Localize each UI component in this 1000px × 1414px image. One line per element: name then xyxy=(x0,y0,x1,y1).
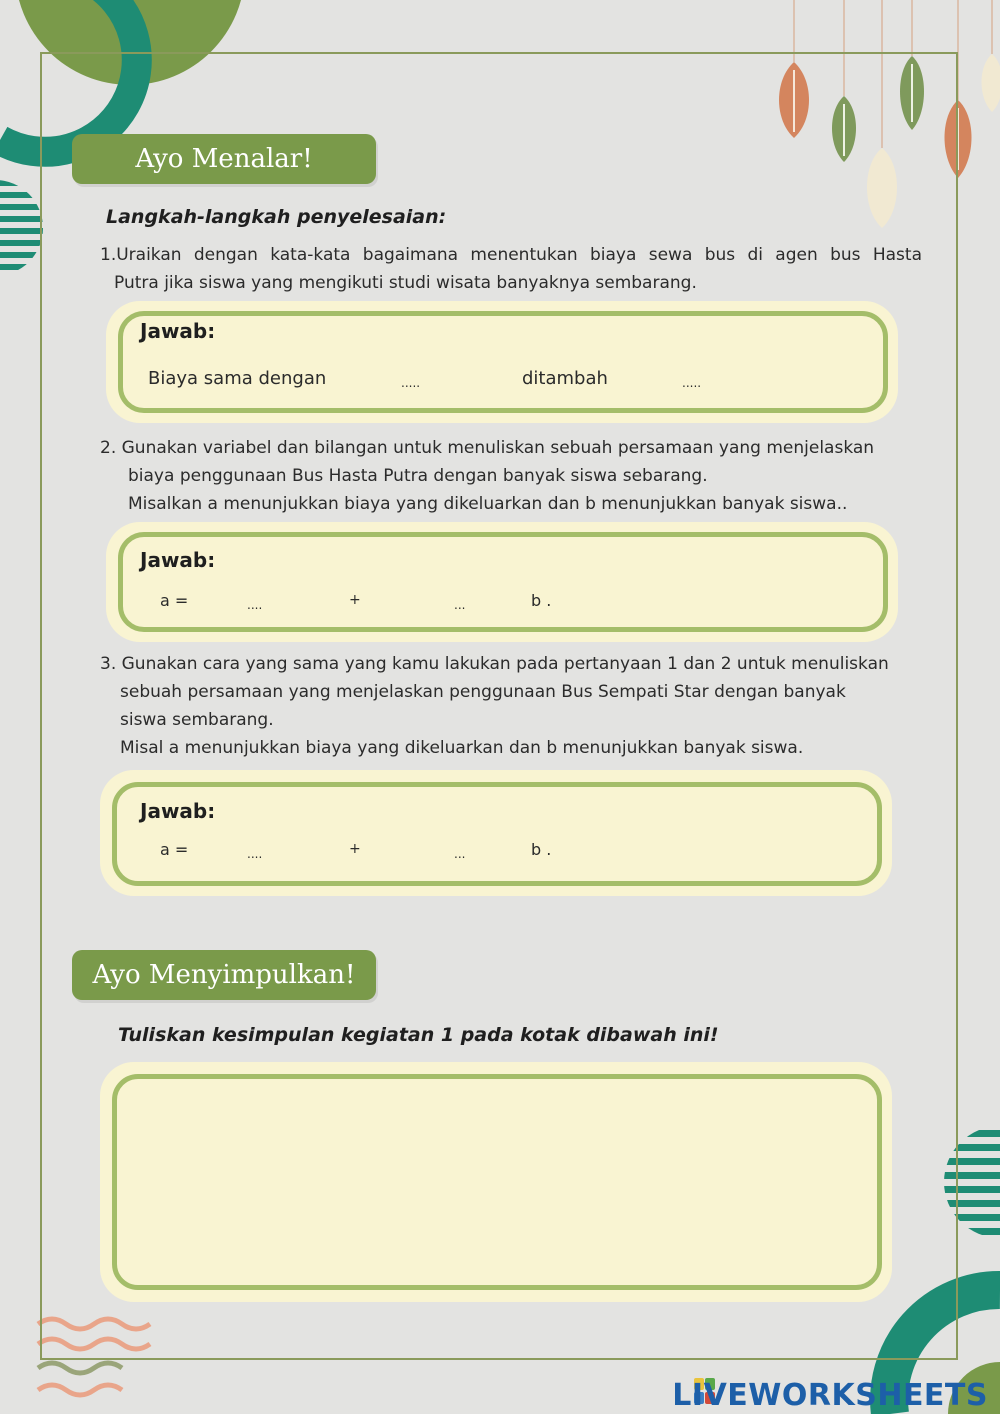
answer-box-1-inner[interactable] xyxy=(118,311,888,413)
answer-box-2-inner[interactable] xyxy=(118,532,888,632)
question-2-line-1: 2. Gunakan variabel dan bilangan untuk menuliskan sebuah persamaan yang menjelaskan xyxy=(100,438,875,458)
question-1 xyxy=(100,241,922,297)
answer-2-blank-2[interactable]: ... xyxy=(454,598,466,612)
answer-2-rhs: b . xyxy=(531,591,552,610)
answer-2-lhs: a = xyxy=(160,591,189,610)
answer-2-plus: + xyxy=(349,592,361,608)
question-2-line-3: Misalkan a menunjukkan biaya yang dikeluarkan dan b menunjukkan banyak siswa.. xyxy=(128,494,848,514)
question-1-line-1: 1.Uraikan dengan kata-kata bagaimana menentukan biaya sewa bus di agen bus Hasta xyxy=(100,245,922,265)
conclusion-input[interactable] xyxy=(112,1074,882,1290)
answer-label-3: Jawab: xyxy=(140,799,216,823)
question-3-line-4: Misal a menunjukkan biaya yang dikeluarkan dan b menunjukkan banyak siswa. xyxy=(120,738,804,758)
answer-1-blank-1[interactable]: ..... xyxy=(401,376,421,390)
question-3-line-3: siswa sembarang. xyxy=(120,710,274,730)
question-3 xyxy=(100,650,940,762)
question-3-line-2: sebuah persamaan yang menjelaskan penggunaan Bus Sempati Star dengan banyak xyxy=(120,682,846,702)
conclusion-instruction: Tuliskan kesimpulan kegiatan 1 pada kotak dibawah ini! xyxy=(118,1024,719,1046)
answer-label-1: Jawab: xyxy=(140,319,216,343)
steps-heading: Langkah-langkah penyelesaian: xyxy=(106,206,447,228)
answer-box-3-inner[interactable] xyxy=(112,782,882,886)
answer-3-blank-1[interactable]: .... xyxy=(247,847,263,861)
answer-3-lhs: a = xyxy=(160,840,189,859)
question-3-line-1: 3. Gunakan cara yang sama yang kamu lakukan pada pertanyaan 1 dan 2 untuk menuliskan xyxy=(100,654,889,674)
answer-2-blank-1[interactable]: .... xyxy=(247,598,263,612)
liveworksheets-logo[interactable]: LIVEWORKSHEETS xyxy=(672,1378,988,1413)
striped-circle-left xyxy=(0,170,45,290)
question-2 xyxy=(100,434,940,518)
answer-1-mid: ditambah xyxy=(522,368,608,389)
answer-label-2: Jawab: xyxy=(140,548,216,572)
answer-1-blank-2[interactable]: ..... xyxy=(682,376,702,390)
section-banner-menyimpulkan: Ayo Menyimpulkan! xyxy=(72,950,376,1000)
section-banner-menalar: Ayo Menalar! xyxy=(72,134,376,184)
question-1-line-2: Putra jika siswa yang mengikuti studi wisata banyaknya sembarang. xyxy=(114,273,697,293)
answer-3-rhs: b . xyxy=(531,840,552,859)
answer-1-prefix: Biaya sama dengan xyxy=(148,368,327,389)
answer-3-blank-2[interactable]: ... xyxy=(454,847,466,861)
answer-3-plus: + xyxy=(349,841,361,857)
question-2-line-2: biaya penggunaan Bus Hasta Putra dengan banyak siswa sebarang. xyxy=(128,466,708,486)
